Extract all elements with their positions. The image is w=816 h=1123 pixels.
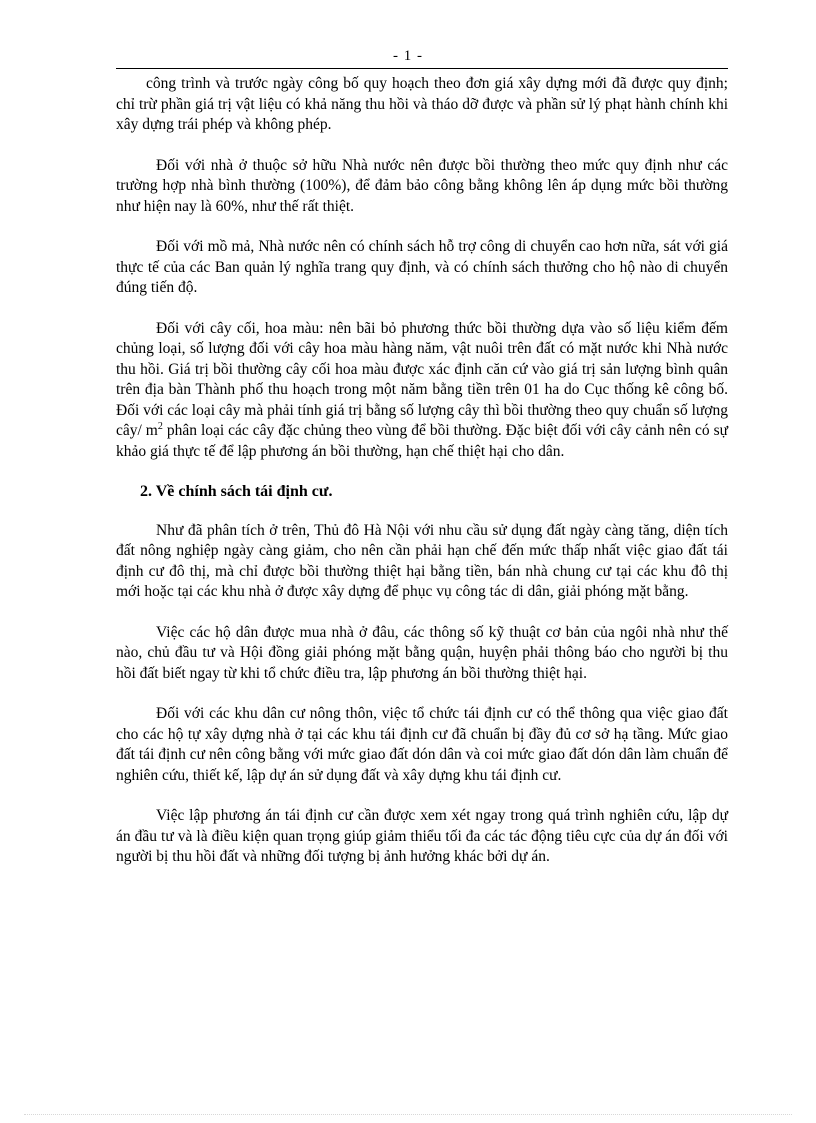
paragraph-housing-info: Việc các hộ dân được mua nhà ở đâu, các thông số kỹ thuật cơ bản của ngôi nhà như thế nào, chủ đầu tư và Hội đồng giải phóng mặt bằng quận, huyện phải thông báo cho người bị thu hồi đất biết ngay từ khi tổ chức điều tra, lập phương án bồi thường thiệt hại. [116, 623, 728, 682]
paragraph-urban-resettlement: Như đã phân tích ở trên, Thủ đô Hà Nội với nhu cầu sử dụng đất ngày càng tăng, diện tích đất nông nghiệp ngày càng giảm, cho nên cần phải hạn chế đến mức thấp nhất việc giao đất tái định cư đô thị, mà chỉ được bồi thường thiệt hại bằng tiền, bán nhà chung cư tại các khu đô thị mới hoặc tại các khu nhà ở được xây dựng để phục vụ công tác di dân, giải phóng mặt bằng. [116, 521, 728, 600]
document-body [116, 74, 728, 888]
paragraph-crops [116, 319, 728, 463]
paragraph-rural-resettlement: Đối với các khu dân cư nông thôn, việc tổ chức tái định cư có thể thông qua việc giao đất cho các hộ tự xây dựng nhà ở tại các khu tái định cư đã chuẩn bị đầy đủ cơ sở hạ tầng. Mức giao đất tái định cư nên công bằng với mức giao đất dón dân và coi mức giao đất dón dân làm chuẩn để nghiên cứu, thiết kế, lập dự án sử dụng đất và xây dựng khu tái định cư. [116, 705, 728, 784]
header-rule [116, 68, 728, 69]
page-number: - 1 - [393, 48, 423, 64]
paragraph-state-housing: Đối với nhà ở thuộc sở hữu Nhà nước nên được bồi thường theo mức quy định như các trường hợp nhà bình thường (100%), để đảm bảo công bằng không lên áp dụng mức bồi thường như hiện nay là 60%, như thế rất thiệt. [116, 156, 728, 215]
paragraph-crops-text-1: Đối với cây cối, hoa màu: nên bãi bỏ phương thức bồi thường dựa vào số liệu kiểm đếm chủng loại, số lượng đối với cây hoa màu hàng năm, vật nuôi trên đất có mặt nước khi Nhà nước thu hồi. Giá trị bồi thường cây cối hoa màu được xác định căn cứ vào giá trị sản lượng bình quân trên địa bàn Thành phố thu hoạch trong một năm bằng tiền trên 01 ha do Cục thống kê công bố. Đối với các loại cây mà phải tính giá trị bằng số lượng cây thì bồi thường theo quy chuẩn số lượng cây/ m [116, 319, 728, 439]
paragraph-resettlement-planning: Việc lập phương án tái định cư cần được xem xét ngay trong quá trình nghiên cứu, lập dự án đầu tư và là điều kiện quan trọng giúp giảm thiểu tối đa các tác động tiêu cực của dự án đối với người bị thu hồi đất và những đối tượng bị ảnh hưởng khác bởi dự án. [116, 807, 728, 865]
footer-dotted-line [24, 1114, 792, 1115]
paragraph-continuation: công trình và trước ngày công bố quy hoạch theo đơn giá xây dựng mới đã được quy định; chỉ trừ phần giá trị vật liệu có khả năng thu hồi và tháo dỡ được và phần sử lý phạt hành chính khi xây dựng trái phép và không phép. [116, 75, 728, 133]
section-heading: 2. Về chính sách tái định cư. [140, 483, 333, 500]
paragraph-graves: Đối với mồ mả, Nhà nước nên có chính sách hỗ trợ công di chuyển cao hơn nữa, sát với giá thực tế của các Ban quản lý nghĩa trang quy định, và có chính sách thưởng cho hộ nào di chuyển đúng tiến độ. [116, 238, 728, 296]
superscript-2: 2 [157, 420, 163, 432]
paragraph-crops-text-2: phân loại các cây đặc chủng theo vùng để bồi thường. Đặc biệt đối với cây cảnh nên có sự khảo giá thực tế để lập phương án bồi thường, hạn chế thiệt hại cho dân. [116, 422, 728, 460]
